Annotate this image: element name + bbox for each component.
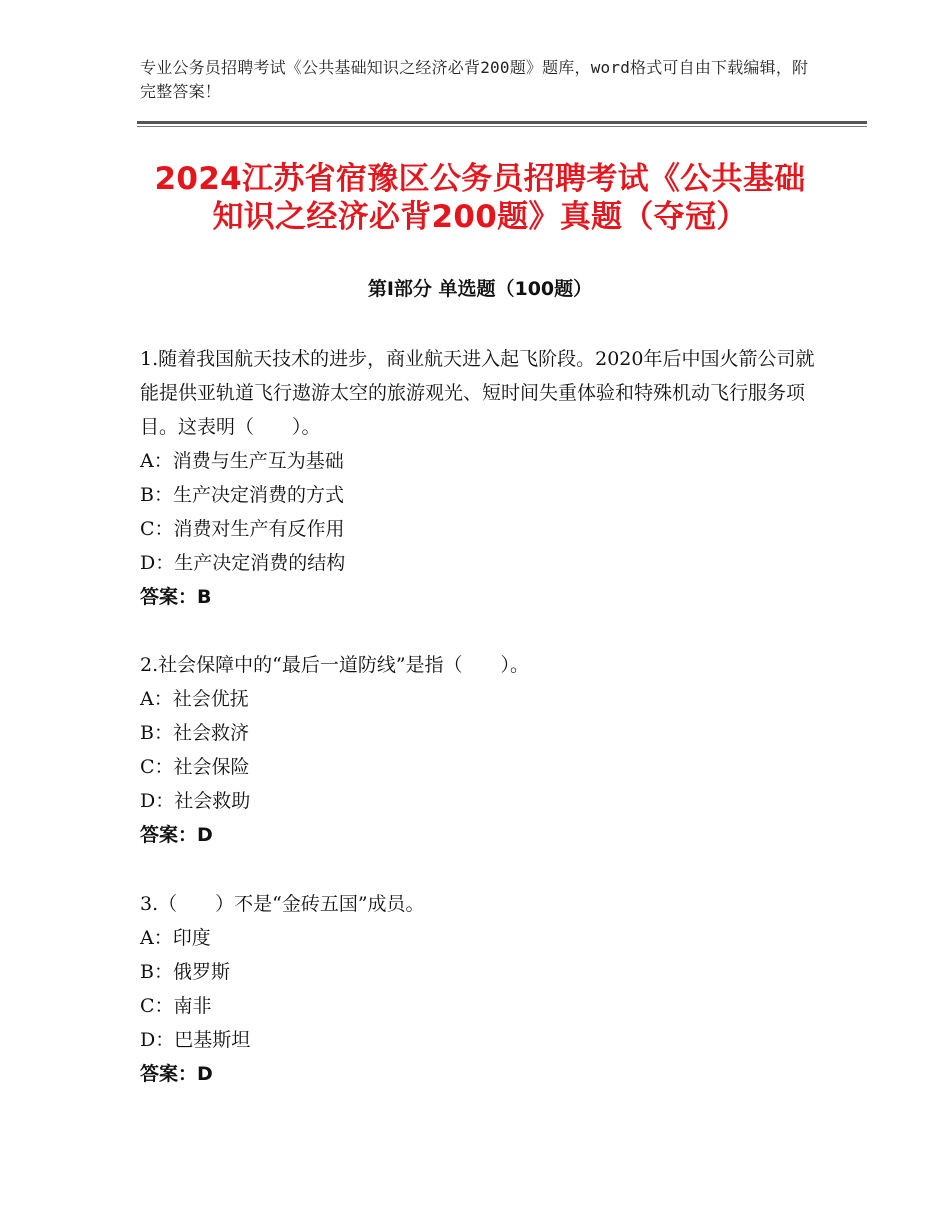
option-d: D：生产决定消费的结构 [140,552,346,574]
document-title: 2024江苏省宿豫区公务员招聘考试《公共基础知识之经济必背200题》真题（夺冠） [154,161,806,235]
option-d: D：巴基斯坦 [140,1029,251,1051]
option-b: B：俄罗斯 [140,961,230,983]
option-a: A：社会优抚 [140,688,249,710]
section-heading: 第Ⅰ部分 单选题（100题） [367,278,593,300]
question-1 [140,342,820,614]
header-rule-thin [137,126,867,127]
answer: 答案：D [140,824,213,846]
option-a: A：消费与生产互为基础 [140,450,344,472]
question-stem: 2.社会保障中的“最后一道防线”是指（ ）。 [140,654,530,676]
question-2 [140,648,820,852]
option-c: C：消费对生产有反作用 [140,518,345,540]
answer: 答案：D [140,1063,213,1085]
header-rule-thick [137,121,867,124]
answer: 答案：B [140,586,212,608]
question-stem: 3.（ ）不是“金砖五国”成员。 [140,893,425,915]
question-3 [140,887,820,1091]
option-a: A：印度 [140,927,211,949]
header-note: 专业公务员招聘考试《公共基础知识之经济必背200题》题库，word格式可自由下载编辑，附完整答案！ [140,58,809,101]
option-b: B：生产决定消费的方式 [140,484,344,506]
option-b: B：社会救济 [140,722,249,744]
option-c: C：社会保险 [140,756,250,778]
option-d: D：社会救助 [140,790,251,812]
question-stem: 1.随着我国航天技术的进步，商业航天进入起飞阶段。2020年后中国火箭公司就能提供亚轨道飞行遨游太空的旅游观光、短时间失重体验和特殊机动飞行服务项目。这表明（ ）。 [140,348,815,438]
option-c: C：南非 [140,995,212,1017]
